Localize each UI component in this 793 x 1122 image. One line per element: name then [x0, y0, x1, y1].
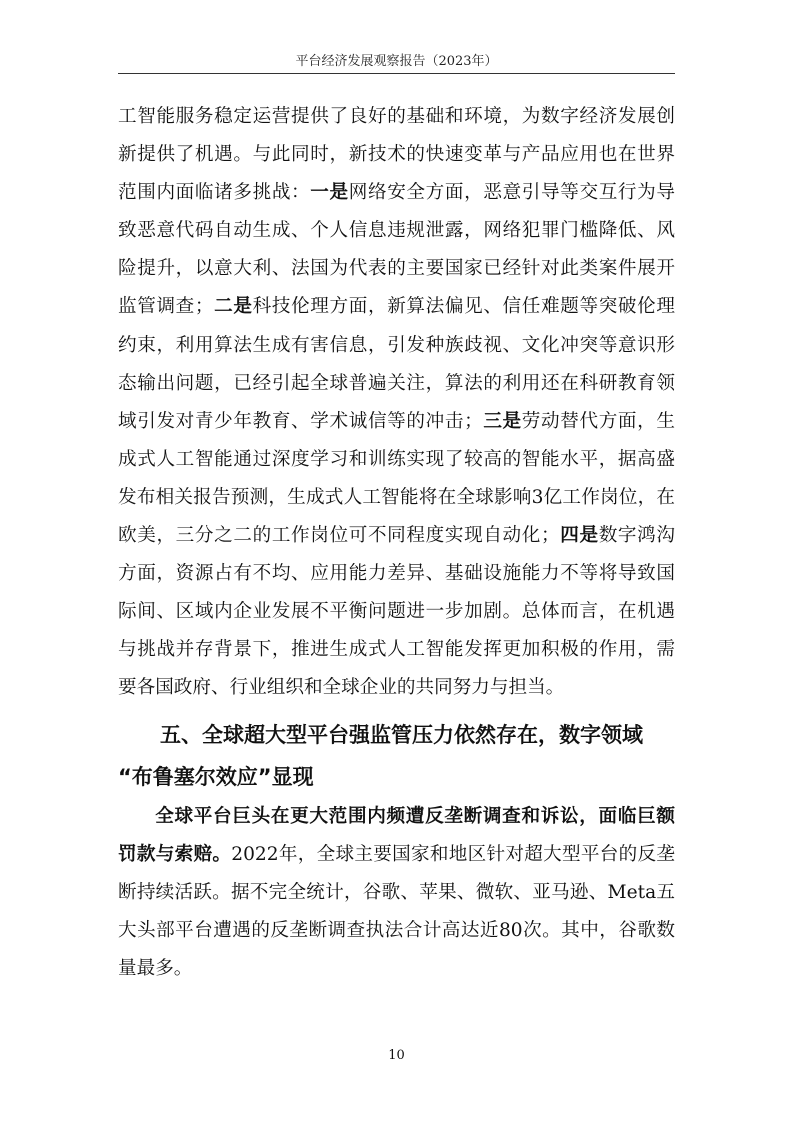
header-divider: [118, 73, 675, 74]
paragraph-text: 劳动替代方面，生成式人工智能通过深度学习和训练实现了较高的智能水平，据高盛发布相关报告预测，生成式人工智能将在全球影响3亿工作岗位，在欧美，三分之二的工作岗位可不同程度实现自动化；: [118, 410, 675, 547]
lead-phrase-second: 二是: [213, 296, 253, 318]
lead-phrase-third: 三是: [482, 410, 522, 432]
section-heading: [118, 714, 675, 798]
paragraph-text: 科技伦理方面，新算法偏见、信任难题等突破伦理约束，利用算法生成有害信息，引发种族歧视、文化冲突等意识形态输出问题，已经引起全球普遍关注，算法的利用还在科研教育领域引发对青少年教育、学术诚信等的冲击；: [118, 296, 675, 432]
running-header: 平台经济发展观察报告（2023年）: [295, 54, 498, 69]
paragraph-text: 工智能服务稳定运营提供了良好的基础和环境，为数字经济发展创新提供了机遇。与此同时，新技术的快速变革与产品应用也在世界范围内面临诸多挑战：: [118, 106, 675, 204]
body-paragraph: [118, 98, 675, 708]
section-heading-line2: “布鲁塞尔效应”显现: [118, 764, 314, 789]
document-body: [118, 98, 675, 988]
section-heading-line1: 五、全球超大型平台强监管压力依然存在，数字领域: [160, 722, 643, 747]
paragraph-text: 数字鸿沟方面，资源占有不均、应用能力差异、基础设施能力不等将导致国际间、区域内企业发展不平衡问题进一步加剧。总体而言，在机遇与挑战并存背景下，推进生成式人工智能发挥更加积极的作用，需要各国政府、行业组织和全球企业的共同努力与担当。: [118, 525, 675, 699]
lead-sentence: 全球平台巨头在更大范围内频遭反垄断调查和诉讼，面临巨额罚款与索赔。: [118, 805, 675, 865]
paragraph-text: 2022年，全球主要国家和地区针对超大型平台的反垄断持续活跃。据不完全统计，谷歌、苹果、微软、亚马逊、Meta五大头部平台遭遇的反垄断调查执法合计高达近80次。其中，谷歌数量最多。: [118, 843, 675, 979]
lead-phrase-fourth: 四是: [559, 525, 599, 547]
body-paragraph: [118, 798, 675, 988]
lead-phrase-first: 一是: [310, 182, 349, 204]
paragraph-text: 网络安全方面，恶意引导等交互行为导致恶意代码自动生成、个人信息违规泄露，网络犯罪门槛降低、风险提升，以意大利、法国为代表的主要国家已经针对此类案件展开监管调查；: [118, 182, 675, 318]
page-number: 10: [388, 1048, 405, 1063]
